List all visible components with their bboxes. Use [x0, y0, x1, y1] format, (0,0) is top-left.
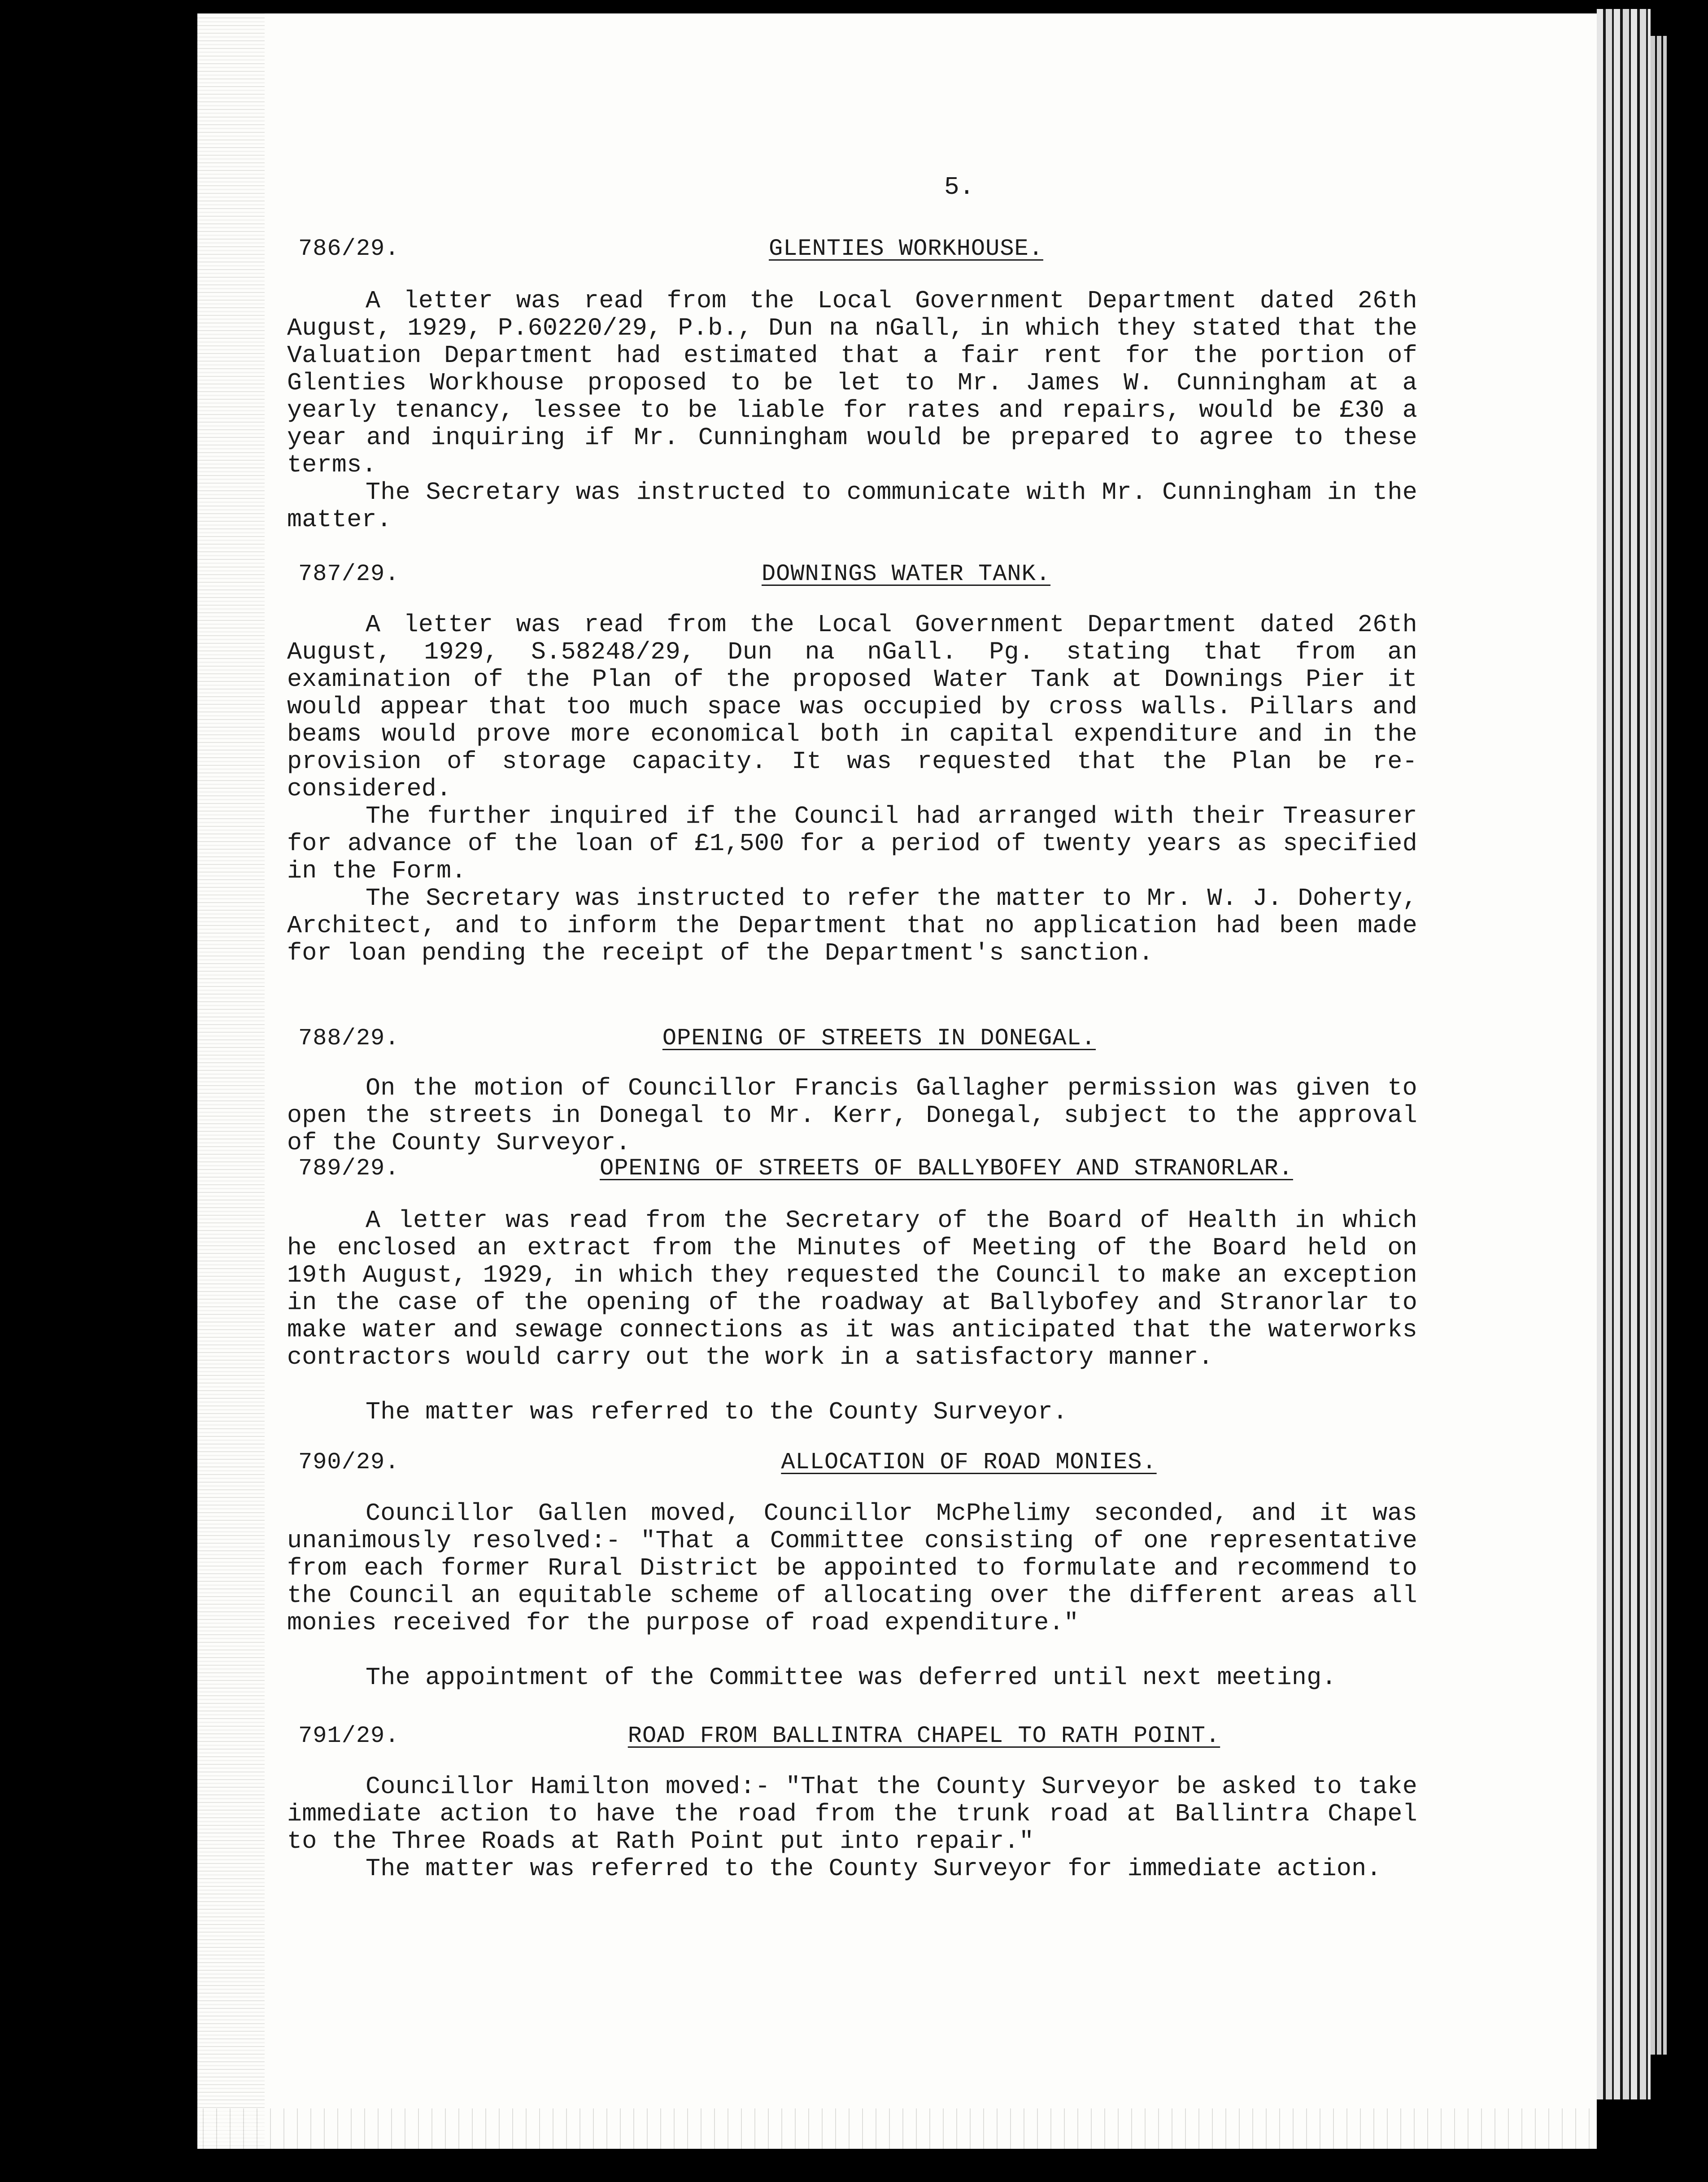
minute-paragraph: The Secretary was instructed to refer the matter to Mr. W. J. Doherty, Architect, and to inform the Department that no application had been made for loan pending the receipt of the Department's sanction. — [287, 884, 1417, 967]
minute-ref: 788/29. — [298, 1025, 400, 1052]
minutes-body — [197, 13, 1597, 2149]
minute-heading: OPENING OF STREETS IN DONEGAL. — [662, 1025, 1096, 1052]
minute-heading: OPENING OF STREETS OF BALLYBOFEY AND STRANORLAR. — [600, 1155, 1293, 1182]
minute-paragraph: The appointment of the Committee was deferred until next meeting. — [366, 1663, 1337, 1692]
paper-page — [197, 13, 1597, 2149]
minute-heading: DOWNINGS WATER TANK. — [761, 561, 1051, 587]
stacked-page-edges-outer — [1651, 36, 1667, 2055]
minute-heading: GLENTIES WORKHOUSE. — [769, 236, 1043, 262]
minute-paragraph: A letter was read from the Secretary of the Board of Health in which he enclosed an extract from the Minutes of Meeting of the Board held on 19th August, 1929, in which they requested the Council to make an exception in the case of the opening of the roadway at Ballybofey and Stranorlar to make water and sewage connections as it was anticipated that the waterworks contractors would carry out the work in a satisfactory manner. — [287, 1206, 1417, 1371]
stacked-page-edges — [1597, 9, 1651, 2099]
minute-paragraph: A letter was read from the Local Government Department dated 26th August, 1929, S.58248/29, Dun na nGall. Pg. stating that from an examination of the Plan of the proposed Water Tank at Downings Pier it would appear that too much space was occupied by cross walls. Pillars and beams would prove more economical both in capital expenditure and in the provision of storage capacity. It was requested that the Plan be re-considered. — [287, 611, 1417, 803]
minute-ref: 787/29. — [298, 561, 400, 587]
minute-heading: ROAD FROM BALLINTRA CHAPEL TO RATH POINT. — [627, 1723, 1220, 1749]
page-number: 5. — [944, 173, 975, 201]
minute-ref: 790/29. — [298, 1449, 400, 1475]
minute-paragraph: The matter was referred to the County Surveyor for immediate action. — [366, 1855, 1381, 1883]
minute-ref: 789/29. — [298, 1155, 400, 1182]
minute-ref: 791/29. — [298, 1723, 400, 1749]
minute-paragraph: On the motion of Councillor Francis Gallagher permission was given to open the streets in Donegal to Mr. Kerr, Donegal, subject to the approval of the County Surveyor. — [287, 1074, 1417, 1157]
minute-paragraph: The further inquired if the Council had arranged with their Treasurer for advance of the loan of £1,500 for a period of twenty years as specified in the Form. — [287, 802, 1417, 885]
minute-paragraph: Councillor Gallen moved, Councillor McPhelimy seconded, and it was unanimously resolved:- "That a Committee consisting of one representative from each former Rural District be appointed to formulate and recommend to the Council an equitable scheme of allocating over the different areas all monies received for the purpose of road expenditure." — [287, 1499, 1417, 1637]
minute-paragraph: A letter was read from the Local Government Department dated 26th August, 1929, P.60220/29, P.b., Dun na nGall, in which they stated that the Valuation Department had estimated that a fair rent for the portion of Glenties Workhouse proposed to be let to Mr. James W. Cunningham at a yearly tenancy, lessee to be liable for rates and repairs, would be £30 a year and inquiring if Mr. Cunningham would be prepared to agree to these terms. — [287, 287, 1417, 479]
minute-paragraph: The matter was referred to the County Surveyor. — [366, 1398, 1068, 1426]
minute-ref: 786/29. — [298, 236, 400, 262]
minute-paragraph: The Secretary was instructed to communicate with Mr. Cunningham in the matter. — [287, 478, 1417, 534]
minute-heading: ALLOCATION OF ROAD MONIES. — [781, 1449, 1157, 1475]
minute-paragraph: Councillor Hamilton moved:- "That the County Surveyor be asked to take immediate action to have the road from the trunk road at Ballintra Chapel to the Three Roads at Rath Point put into repair." — [287, 1772, 1417, 1855]
